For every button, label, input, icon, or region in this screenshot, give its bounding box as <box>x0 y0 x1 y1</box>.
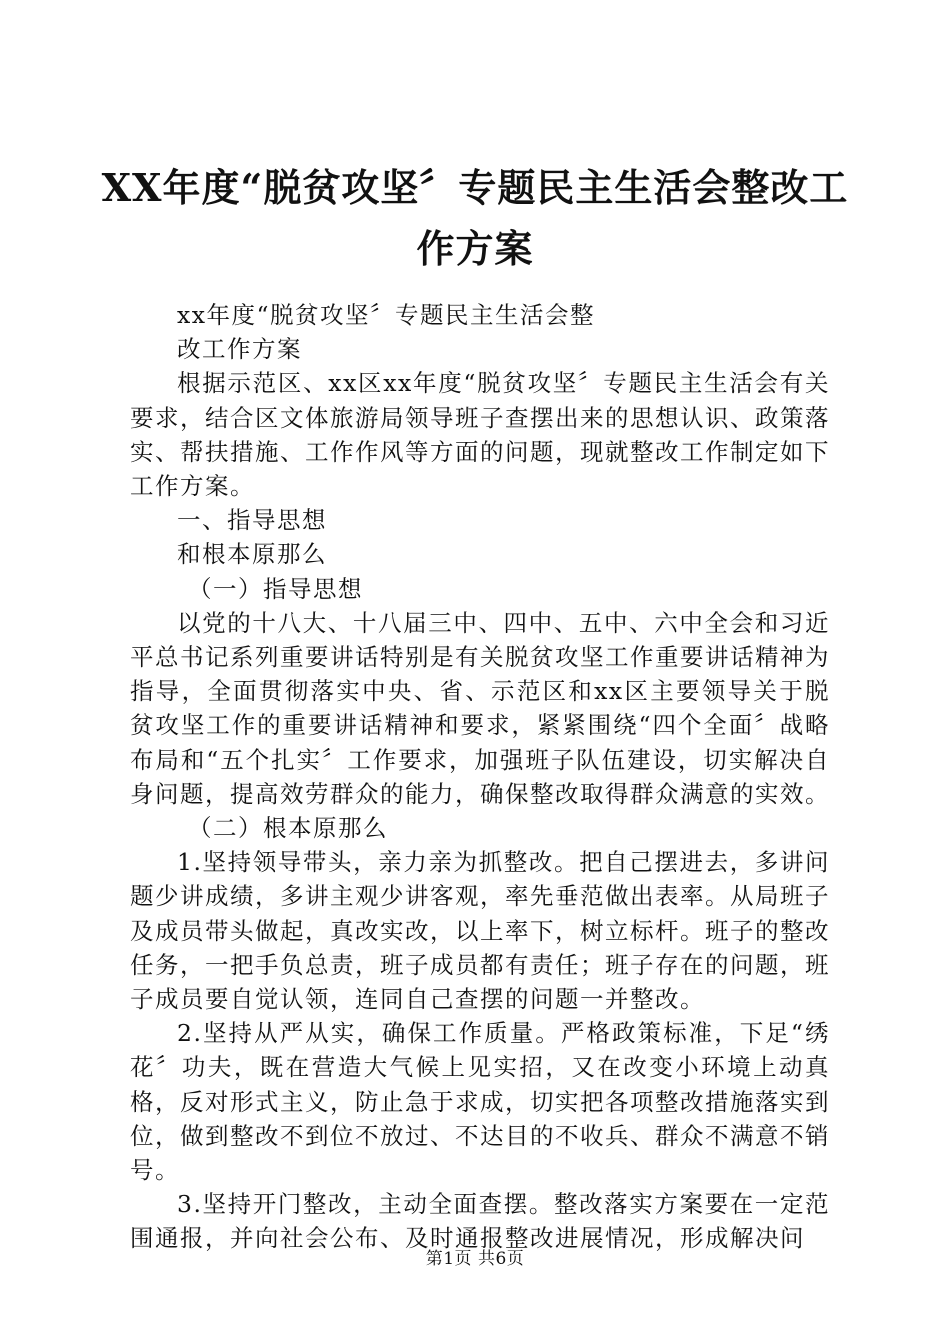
document-title-line-1: XX年度“脱贫攻坚〞专题民主生活会整改工 <box>101 165 849 210</box>
section-heading-1: 一、指导思想 <box>177 506 327 535</box>
intro-paragraph: 根据示范区、xx区xx年度“脱贫攻坚〞专题民主生活会有关要求，结合区文体旅游局领导班子查摆出来的思想认识、政策落实、帮扶措施、工作作风等方面的问题，现就整改工作制定如下工作方案。 <box>130 369 830 501</box>
guiding-thought-paragraph: 以党的十八大、十八届三中、四中、五中、六中全会和习近平总书记系列重要讲话特别是有关脱贫攻坚工作重要讲话精神为指导，全面贯彻落实中央、省、示范区和xx区主要领导关于脱贫攻坚工作的重要讲话精神和要求，紧紧围绕“四个全面〞战略布局和“五个扎实〞工作要求，加强班子队伍建设，切实解决自身问题，提高效劳群众的能力，确保整改取得群众满意的实效。 <box>130 608 830 808</box>
subtitle-line-1: xx年度“脱贫攻坚〞专题民主生活会整 <box>177 301 596 329</box>
document-body <box>130 298 830 1256</box>
section-heading-1-cont: 和根本原那么 <box>177 540 327 569</box>
subsection-heading-guiding-thought: （一）指导思想 <box>188 574 363 603</box>
page-footer: 第1页 共6页 <box>425 1249 525 1269</box>
subtitle-line-2: 改工作方案 <box>177 335 302 364</box>
principle-paragraph-2: 2.坚持从严从实，确保工作质量。严格政策标准，下足“绣花〞功夫，既在营造大气候上见实招，又在改变小环境上动真格，反对形式主义，防止急于求成，切实把各项整改措施落实到位，做到整改不到位不放过、不达目的不收兵、群众不满意不销号。 <box>130 1019 830 1185</box>
principle-paragraph-3: 3.坚持开门整改，主动全面查摆。整改落实方案要在一定范围通报，并向社会公布、及时通报整改进展情况，形成解决问 <box>130 1190 830 1253</box>
subsection-heading-principles: （二）根本原那么 <box>188 814 388 843</box>
document-title-line-2: 作方案 <box>416 226 534 271</box>
principle-paragraph-1: 1.坚持领导带头，亲力亲为抓整改。把自己摆进去，多讲问题少讲成绩，多讲主观少讲客观，率先垂范做出表率。从局班子及成员带头做起，真改实改，以上率下，树立标杆。班子的整改任务，一把手负总责，班子成员都有责任；班子存在的问题，班子成员要自觉认领，连同自己查摆的问题一并整改。 <box>130 848 830 1014</box>
